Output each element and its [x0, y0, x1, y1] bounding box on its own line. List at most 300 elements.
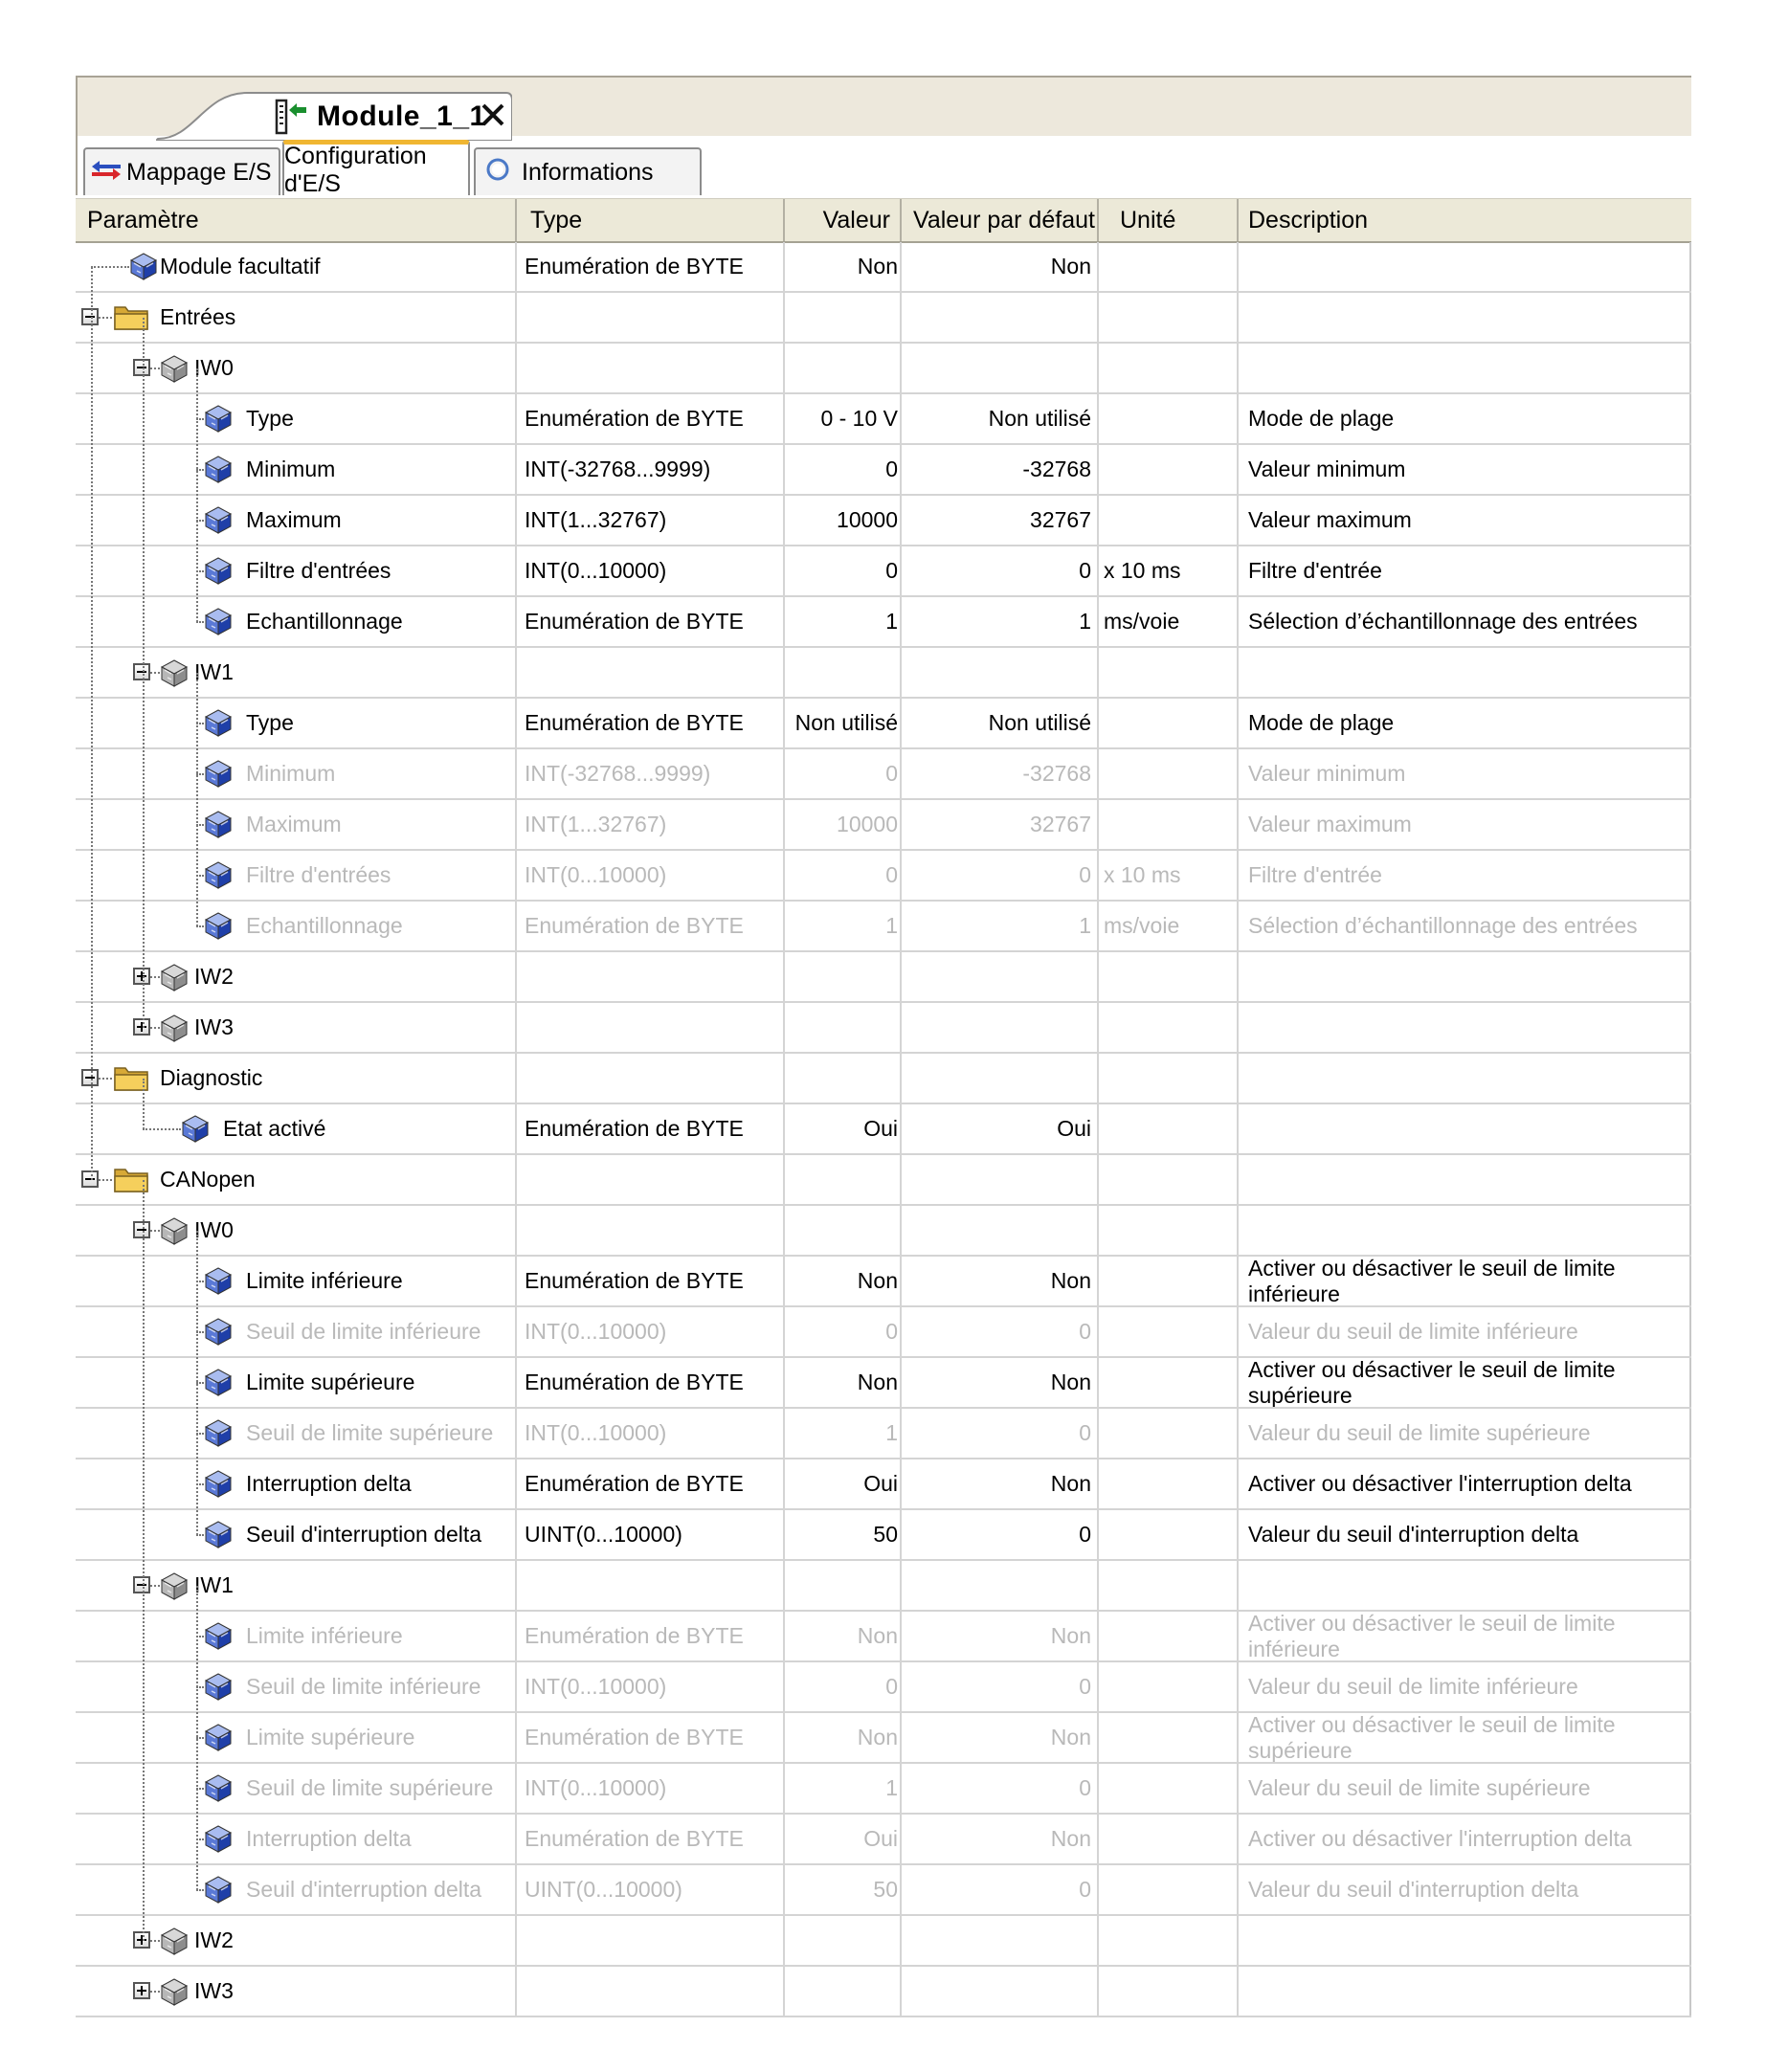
cell-unite [1099, 1815, 1239, 1863]
cell-unite [1099, 1865, 1239, 1914]
tree-channel-row[interactable] [76, 952, 1691, 1003]
cell-defaut: 0 [902, 546, 1099, 595]
cell-type: INT(1...32767) [517, 496, 785, 545]
parameter-icon [181, 1114, 210, 1148]
cell-type: INT(0...10000) [517, 546, 785, 595]
cell-valeur[interactable]: Non [785, 1257, 902, 1305]
tab-informations[interactable] [474, 147, 702, 195]
parameter-row[interactable] [76, 1815, 1691, 1865]
cell-unite [1099, 344, 1239, 392]
cell-description [1239, 242, 1691, 291]
parameter-name: Minimum [246, 761, 336, 786]
cell-unite [1099, 1713, 1239, 1762]
cell-type [517, 1561, 785, 1610]
parameter-name: IW2 [194, 964, 234, 989]
mapping-icon [92, 159, 121, 187]
cell-defaut: Non [902, 1257, 1099, 1305]
tree-channel-row[interactable] [76, 1561, 1691, 1612]
parameter-icon [204, 1672, 233, 1706]
cell-unite [1099, 749, 1239, 798]
col-header-unite[interactable]: Unité [1099, 199, 1239, 241]
cell-defaut [902, 293, 1099, 342]
cell-defaut: Non [902, 242, 1099, 291]
parameter-row[interactable] [76, 242, 1691, 293]
cell-unite [1099, 800, 1239, 849]
cell-defaut: -32768 [902, 749, 1099, 798]
parameter-icon [204, 556, 233, 590]
cell-type: Enumération de BYTE [517, 1612, 785, 1660]
document-tab[interactable] [156, 91, 486, 139]
cell-unite [1099, 1206, 1239, 1255]
tree-guide-line [196, 1231, 198, 1535]
cell-valeur[interactable]: 1 [785, 597, 902, 646]
expand-toggle-icon[interactable] [133, 1982, 150, 1999]
parameter-name: Maximum [246, 507, 342, 532]
cell-type [517, 1054, 785, 1103]
tree-connector [143, 1128, 181, 1130]
tree-connector [150, 368, 160, 369]
cell-type: UINT(0...10000) [517, 1510, 785, 1559]
collapse-toggle-icon[interactable] [81, 308, 99, 325]
cell-description [1239, 1003, 1691, 1052]
parameter-row[interactable] [76, 699, 1691, 749]
grid-header [76, 198, 1691, 243]
cell-type: Enumération de BYTE [517, 1257, 785, 1305]
parameter-row[interactable] [76, 800, 1691, 851]
cell-defaut [902, 648, 1099, 697]
cell-valeur: 10000 [785, 800, 902, 849]
parameter-row[interactable] [76, 1307, 1691, 1358]
parameter-row[interactable] [76, 546, 1691, 597]
document-tab-title: Module_1_1 [317, 100, 486, 132]
cell-defaut: 32767 [902, 800, 1099, 849]
collapse-toggle-icon[interactable] [133, 663, 150, 680]
tree-guide-line [196, 368, 198, 622]
parameter-name: Entrées [160, 304, 236, 329]
tree-folder-row[interactable] [76, 1054, 1691, 1104]
cell-valeur[interactable]: 10000 [785, 496, 902, 545]
cell-defaut [902, 1206, 1099, 1255]
cell-valeur[interactable]: 50 [785, 1510, 902, 1559]
cell-valeur [785, 344, 902, 392]
channel-icon [160, 1571, 189, 1606]
cell-defaut: 0 [902, 1510, 1099, 1559]
cell-valeur[interactable]: 0 [785, 445, 902, 494]
tree-channel-row[interactable] [76, 648, 1691, 699]
cell-defaut: 0 [902, 851, 1099, 900]
collapse-toggle-icon[interactable] [133, 1576, 150, 1593]
parameter-row[interactable] [76, 1510, 1691, 1561]
cell-description: Mode de plage [1239, 394, 1691, 443]
cell-type: UINT(0...10000) [517, 1865, 785, 1914]
parameter-name: IW3 [194, 1978, 234, 2003]
parameter-icon [129, 252, 158, 286]
cell-type: INT(1...32767) [517, 800, 785, 849]
parameter-row[interactable] [76, 851, 1691, 902]
parameter-icon [204, 708, 233, 743]
parameter-name: CANopen [160, 1167, 256, 1192]
parameter-icon [204, 810, 233, 844]
cell-type [517, 293, 785, 342]
tree-guide-line [91, 267, 93, 1180]
cell-description: Valeur du seuil d'interruption delta [1239, 1510, 1691, 1559]
tree-connector [99, 1078, 112, 1080]
tree-connector [150, 1991, 160, 1993]
cell-description: Valeur du seuil de limite inférieure [1239, 1307, 1691, 1356]
cell-unite [1099, 1612, 1239, 1660]
cell-unite [1099, 1054, 1239, 1103]
parameter-name: Filtre d'entrées [246, 558, 391, 583]
cell-defaut [902, 344, 1099, 392]
cell-defaut [902, 1003, 1099, 1052]
cell-type: Enumération de BYTE [517, 1713, 785, 1762]
cell-type [517, 648, 785, 697]
parameter-name: Limite inférieure [246, 1623, 403, 1648]
tab-label: Configuration d'E/S [284, 142, 427, 197]
cell-unite [1099, 1409, 1239, 1458]
tree-guide-line [143, 1079, 145, 1129]
parameter-name: Echantillonnage [246, 609, 403, 634]
cell-type: INT(-32768...9999) [517, 445, 785, 494]
cell-defaut: 0 [902, 1764, 1099, 1813]
cell-defaut [902, 952, 1099, 1001]
parameter-icon [204, 759, 233, 793]
parameter-icon [204, 860, 233, 895]
cell-defaut: Oui [902, 1104, 1099, 1153]
cell-valeur[interactable]: Non [785, 1358, 902, 1407]
cell-type: INT(-32768...9999) [517, 749, 785, 798]
parameter-row[interactable] [76, 1459, 1691, 1510]
parameter-name: Interruption delta [246, 1471, 412, 1496]
parameter-name: Type [246, 710, 294, 735]
io-configuration-editor [76, 76, 1691, 2003]
parameter-row[interactable] [76, 1662, 1691, 1713]
cell-valeur: 50 [785, 1865, 902, 1914]
parameter-name: IW2 [194, 1927, 234, 1952]
editor-tab-bar [76, 136, 1691, 195]
cell-description: Activer ou désactiver le seuil de limite inférieure [1239, 1612, 1691, 1660]
cell-valeur [785, 1003, 902, 1052]
cell-defaut: 0 [902, 1307, 1099, 1356]
parameter-row[interactable] [76, 597, 1691, 648]
parameter-row[interactable] [76, 496, 1691, 546]
tree-connector [150, 1585, 160, 1587]
parameter-name: Seuil de limite supérieure [246, 1775, 494, 1800]
parameter-row[interactable] [76, 1104, 1691, 1155]
cell-type [517, 1206, 785, 1255]
cell-unite [1099, 394, 1239, 443]
collapse-toggle-icon[interactable] [133, 1221, 150, 1238]
channel-icon [160, 1927, 189, 1961]
cell-type [517, 1155, 785, 1204]
cell-valeur [785, 1916, 902, 1965]
cell-type [517, 344, 785, 392]
collapse-toggle-icon[interactable] [81, 1069, 99, 1086]
cell-unite [1099, 293, 1239, 342]
cell-valeur[interactable]: 0 - 10 V [785, 394, 902, 443]
tree-channel-row[interactable] [76, 1206, 1691, 1257]
tree-guide-line [196, 673, 198, 926]
cell-unite [1099, 648, 1239, 697]
parameter-name: Diagnostic [160, 1065, 263, 1090]
parameter-row[interactable] [76, 1713, 1691, 1764]
tree-guide-line [196, 1586, 198, 1890]
cell-valeur: 0 [785, 1662, 902, 1711]
cell-description [1239, 648, 1691, 697]
cell-defaut: 0 [902, 1662, 1099, 1711]
channel-icon [160, 354, 189, 389]
cell-type: INT(0...10000) [517, 1764, 785, 1813]
tree-channel-row[interactable] [76, 1916, 1691, 1967]
cell-unite [1099, 1003, 1239, 1052]
cell-type: Enumération de BYTE [517, 1104, 785, 1153]
cell-valeur [785, 1967, 902, 2016]
cell-parametre [76, 1967, 517, 2016]
cell-unite [1099, 1307, 1239, 1356]
parameter-row[interactable] [76, 1257, 1691, 1307]
cell-type: Enumération de BYTE [517, 699, 785, 747]
cell-type: INT(0...10000) [517, 1409, 785, 1458]
parameter-icon [204, 1824, 233, 1859]
cell-parametre [76, 242, 517, 291]
cell-description: Valeur du seuil de limite supérieure [1239, 1409, 1691, 1458]
cell-description: Activer ou désactiver le seuil de limite supérieure [1239, 1358, 1691, 1407]
cell-unite: x 10 ms [1099, 851, 1239, 900]
parameter-row[interactable] [76, 394, 1691, 445]
tree-connector [150, 976, 160, 978]
channel-icon [160, 1977, 189, 2012]
cell-unite [1099, 445, 1239, 494]
parameter-name: IW0 [194, 355, 234, 380]
parameter-icon [204, 1418, 233, 1453]
cell-unite [1099, 1104, 1239, 1153]
cell-valeur: 1 [785, 1409, 902, 1458]
cell-valeur[interactable]: Non utilisé [785, 699, 902, 747]
parameter-row[interactable] [76, 1764, 1691, 1815]
cell-unite [1099, 1510, 1239, 1559]
tree-folder-row[interactable] [76, 293, 1691, 344]
cell-type: INT(0...10000) [517, 1307, 785, 1356]
cell-description: Sélection d’échantillonnage des entrées [1239, 597, 1691, 646]
parameter-row[interactable] [76, 1612, 1691, 1662]
col-header-valeur[interactable]: Valeur [785, 199, 902, 241]
cell-unite [1099, 952, 1239, 1001]
expand-toggle-icon[interactable] [133, 968, 150, 985]
parameter-icon [204, 1317, 233, 1351]
parameter-name: IW3 [194, 1014, 234, 1039]
cell-description: Valeur minimum [1239, 749, 1691, 798]
col-header-description[interactable]: Description [1248, 207, 1369, 234]
cell-valeur[interactable]: 0 [785, 546, 902, 595]
expand-toggle-icon[interactable] [133, 1018, 150, 1036]
cell-description [1239, 1206, 1691, 1255]
parameter-name: Seuil d'interruption delta [246, 1877, 482, 1902]
cell-defaut: 32767 [902, 496, 1099, 545]
cell-type: Enumération de BYTE [517, 902, 785, 950]
document-tab-strip [76, 76, 1691, 136]
cell-defaut: 1 [902, 902, 1099, 950]
tree-channel-row[interactable] [76, 1003, 1691, 1054]
cell-defaut [902, 1054, 1099, 1103]
cell-type [517, 1003, 785, 1052]
col-header-type[interactable]: Type [517, 199, 785, 241]
tree-connector [99, 317, 112, 319]
cell-valeur [785, 293, 902, 342]
info-icon [485, 157, 510, 189]
cell-defaut: Non [902, 1713, 1099, 1762]
tree-guide-line [143, 318, 145, 1028]
cell-valeur [785, 1561, 902, 1610]
cell-description [1239, 1561, 1691, 1610]
cell-defaut: Non [902, 1358, 1099, 1407]
cell-valeur [785, 952, 902, 1001]
parameter-row[interactable] [76, 902, 1691, 952]
parameter-row[interactable] [76, 445, 1691, 496]
cell-defaut: Non utilisé [902, 699, 1099, 747]
tree-folder-row[interactable] [76, 1155, 1691, 1206]
cell-type: Enumération de BYTE [517, 1815, 785, 1863]
tree-connector [150, 672, 160, 674]
cell-valeur[interactable]: Non [785, 242, 902, 291]
cell-defaut: Non [902, 1815, 1099, 1863]
cell-unite [1099, 1358, 1239, 1407]
tree-connector [150, 1027, 160, 1029]
parameter-name: Minimum [246, 457, 336, 481]
cell-description: Filtre d'entrée [1239, 851, 1691, 900]
parameter-name: Seuil de limite inférieure [246, 1319, 481, 1344]
cell-valeur: Oui [785, 1815, 902, 1863]
cell-defaut: 1 [902, 597, 1099, 646]
cell-unite [1099, 496, 1239, 545]
tab-label: Informations [522, 158, 654, 186]
parameter-name: Limite inférieure [246, 1268, 403, 1293]
close-icon[interactable] [481, 102, 505, 132]
cell-unite [1099, 1155, 1239, 1204]
parameter-name: Seuil de limite supérieure [246, 1420, 494, 1445]
parameter-icon [204, 1469, 233, 1504]
cell-description: Mode de plage [1239, 699, 1691, 747]
parameter-name: Seuil d'interruption delta [246, 1522, 482, 1547]
cell-valeur [785, 1054, 902, 1103]
cell-description [1239, 1967, 1691, 2016]
parameter-name: IW0 [194, 1217, 234, 1242]
cell-type [517, 1967, 785, 2016]
cell-type: INT(0...10000) [517, 851, 785, 900]
parameter-name: Filtre d'entrées [246, 862, 391, 887]
cell-defaut: Non utilisé [902, 394, 1099, 443]
cell-description: Valeur maximum [1239, 496, 1691, 545]
cell-unite [1099, 1561, 1239, 1610]
cell-description [1239, 1104, 1691, 1153]
channel-icon [160, 1014, 189, 1048]
parameter-icon [204, 455, 233, 489]
cell-description: Activer ou désactiver le seuil de limite supérieure [1239, 1713, 1691, 1762]
expand-toggle-icon[interactable] [133, 1931, 150, 1949]
cell-defaut [902, 1155, 1099, 1204]
module-icon [274, 98, 312, 141]
cell-type [517, 1916, 785, 1965]
parameter-row[interactable] [76, 1865, 1691, 1916]
tree-channel-row[interactable] [76, 344, 1691, 394]
parameter-name: Interruption delta [246, 1826, 412, 1851]
cell-description: Valeur du seuil d'interruption delta [1239, 1865, 1691, 1914]
cell-type: Enumération de BYTE [517, 242, 785, 291]
parameter-row[interactable] [76, 1358, 1691, 1409]
cell-unite [1099, 1764, 1239, 1813]
cell-unite: ms/voie [1099, 597, 1239, 646]
cell-valeur[interactable]: Oui [785, 1104, 902, 1153]
parameter-icon [204, 505, 233, 540]
parameter-name: Maximum [246, 812, 342, 836]
parameter-name: Etat activé [223, 1116, 326, 1141]
parameter-name: IW1 [194, 659, 234, 684]
cell-valeur: Non [785, 1612, 902, 1660]
cell-description: Valeur minimum [1239, 445, 1691, 494]
cell-defaut: 0 [902, 1865, 1099, 1914]
cell-description: Valeur du seuil de limite supérieure [1239, 1764, 1691, 1813]
tree-connector [91, 266, 129, 268]
cell-type: Enumération de BYTE [517, 597, 785, 646]
channel-icon [160, 963, 189, 997]
parameter-name: IW1 [194, 1572, 234, 1597]
parameter-icon [204, 1723, 233, 1757]
col-header-defaut[interactable]: Valeur par défaut [902, 199, 1099, 241]
collapse-toggle-icon[interactable] [81, 1170, 99, 1188]
cell-defaut: 0 [902, 1409, 1099, 1458]
tab-label: Mappage E/S [126, 158, 272, 186]
cell-unite [1099, 1459, 1239, 1508]
cell-description: Activer ou désactiver l'interruption delta [1239, 1459, 1691, 1508]
parameter-name: Limite supérieure [246, 1725, 415, 1749]
cell-description: Filtre d'entrée [1239, 546, 1691, 595]
parameter-row[interactable] [76, 1409, 1691, 1459]
parameter-name: Type [246, 406, 294, 431]
cell-unite [1099, 242, 1239, 291]
cell-description: Activer ou désactiver le seuil de limite inférieure [1239, 1257, 1691, 1305]
cell-defaut: -32768 [902, 445, 1099, 494]
cell-description [1239, 293, 1691, 342]
cell-type: Enumération de BYTE [517, 1358, 785, 1407]
parameter-name: Seuil de limite inférieure [246, 1674, 481, 1699]
tree-channel-row[interactable] [76, 1967, 1691, 2017]
tab-mappage-es[interactable] [83, 147, 280, 195]
col-header-parametre[interactable]: Paramètre [76, 199, 517, 241]
channel-icon [160, 1216, 189, 1251]
cell-unite: x 10 ms [1099, 546, 1239, 595]
parameter-name: Module facultatif [160, 254, 321, 278]
parameter-icon [204, 404, 233, 438]
cell-unite [1099, 1662, 1239, 1711]
parameter-name: Echantillonnage [246, 913, 403, 938]
cell-unite [1099, 1916, 1239, 1965]
parameter-icon [204, 1621, 233, 1656]
tab-configuration-es[interactable] [282, 140, 470, 195]
cell-description: Valeur maximum [1239, 800, 1691, 849]
cell-type: Enumération de BYTE [517, 1459, 785, 1508]
cell-type: INT(0...10000) [517, 1662, 785, 1711]
parameter-icon [204, 911, 233, 946]
cell-description [1239, 344, 1691, 392]
collapse-toggle-icon[interactable] [133, 359, 150, 376]
cell-description: Valeur du seuil de limite inférieure [1239, 1662, 1691, 1711]
parameter-icon [204, 1266, 233, 1301]
tree-connector [150, 1230, 160, 1232]
cell-valeur: 0 [785, 1307, 902, 1356]
parameter-icon [204, 1773, 233, 1808]
parameter-row[interactable] [76, 749, 1691, 800]
parameter-icon [204, 1520, 233, 1554]
cell-valeur[interactable]: Oui [785, 1459, 902, 1508]
